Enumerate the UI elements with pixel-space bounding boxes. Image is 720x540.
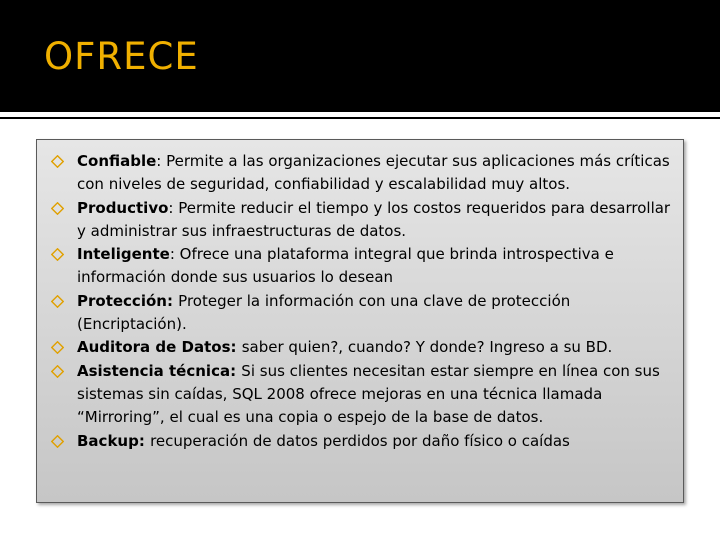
bullet-item-proteccion (51, 290, 679, 337)
title-bar (0, 0, 720, 112)
bullet-term: Backup: (77, 431, 151, 450)
bullet-item-auditora (51, 336, 679, 359)
bullet-item-asistencia (51, 360, 679, 430)
hollow-diamond-icon (51, 295, 64, 308)
slide-title: OFRECE (44, 35, 199, 78)
hollow-diamond-icon (51, 365, 64, 378)
bullet-item-productivo (51, 197, 679, 244)
bullet-text: : Ofrece una plataforma integral que brinda introspectiva e información donde sus usuarios lo desean (77, 245, 614, 287)
bullet-text: : Permite a las organizaciones ejecutar sus aplicaciones más críticas con niveles de seguridad, confiabilidad y escalabilidad muy altos. (77, 152, 670, 194)
hollow-diamond-icon (51, 248, 64, 261)
bullet-list (51, 150, 679, 453)
bullet-term: Confiable (77, 152, 157, 170)
hollow-diamond-icon (51, 435, 64, 448)
hollow-diamond-icon (51, 341, 64, 354)
bullet-term: Inteligente (77, 245, 170, 264)
content-box (36, 139, 684, 503)
bullet-text: recuperación de datos perdidos por daño físico o caídas (150, 431, 570, 450)
bullet-text: Proteger la información con una clave de protección (Encriptación). (77, 291, 571, 334)
hollow-diamond-icon (51, 202, 64, 215)
bullet-term: Auditora de Datos: (77, 338, 242, 357)
bullet-item-backup (51, 430, 679, 453)
bullet-term: Protección: (77, 291, 179, 310)
bullet-item-confiable (51, 150, 679, 197)
bullet-term: Productivo (77, 198, 169, 217)
bullet-item-inteligente (51, 243, 679, 290)
hollow-diamond-icon (51, 155, 64, 168)
bullet-text: Si sus clientes necesitan estar siempre en línea con sus sistemas sin caídas, SQL 2008 ofrece mejoras en una técnica llamada “Mirroring”, el cual es una copia o espejo de la base de datos. (77, 361, 660, 427)
bullet-term: Asistencia técnica: (77, 361, 242, 380)
bullet-text: : Permite reducir el tiempo y los costos requeridos para desarrollar y administrar sus infraestructuras de datos. (77, 198, 671, 240)
bullet-text: saber quien?, cuando? Y donde? Ingreso a su BD. (241, 338, 613, 357)
title-divider (0, 117, 720, 119)
